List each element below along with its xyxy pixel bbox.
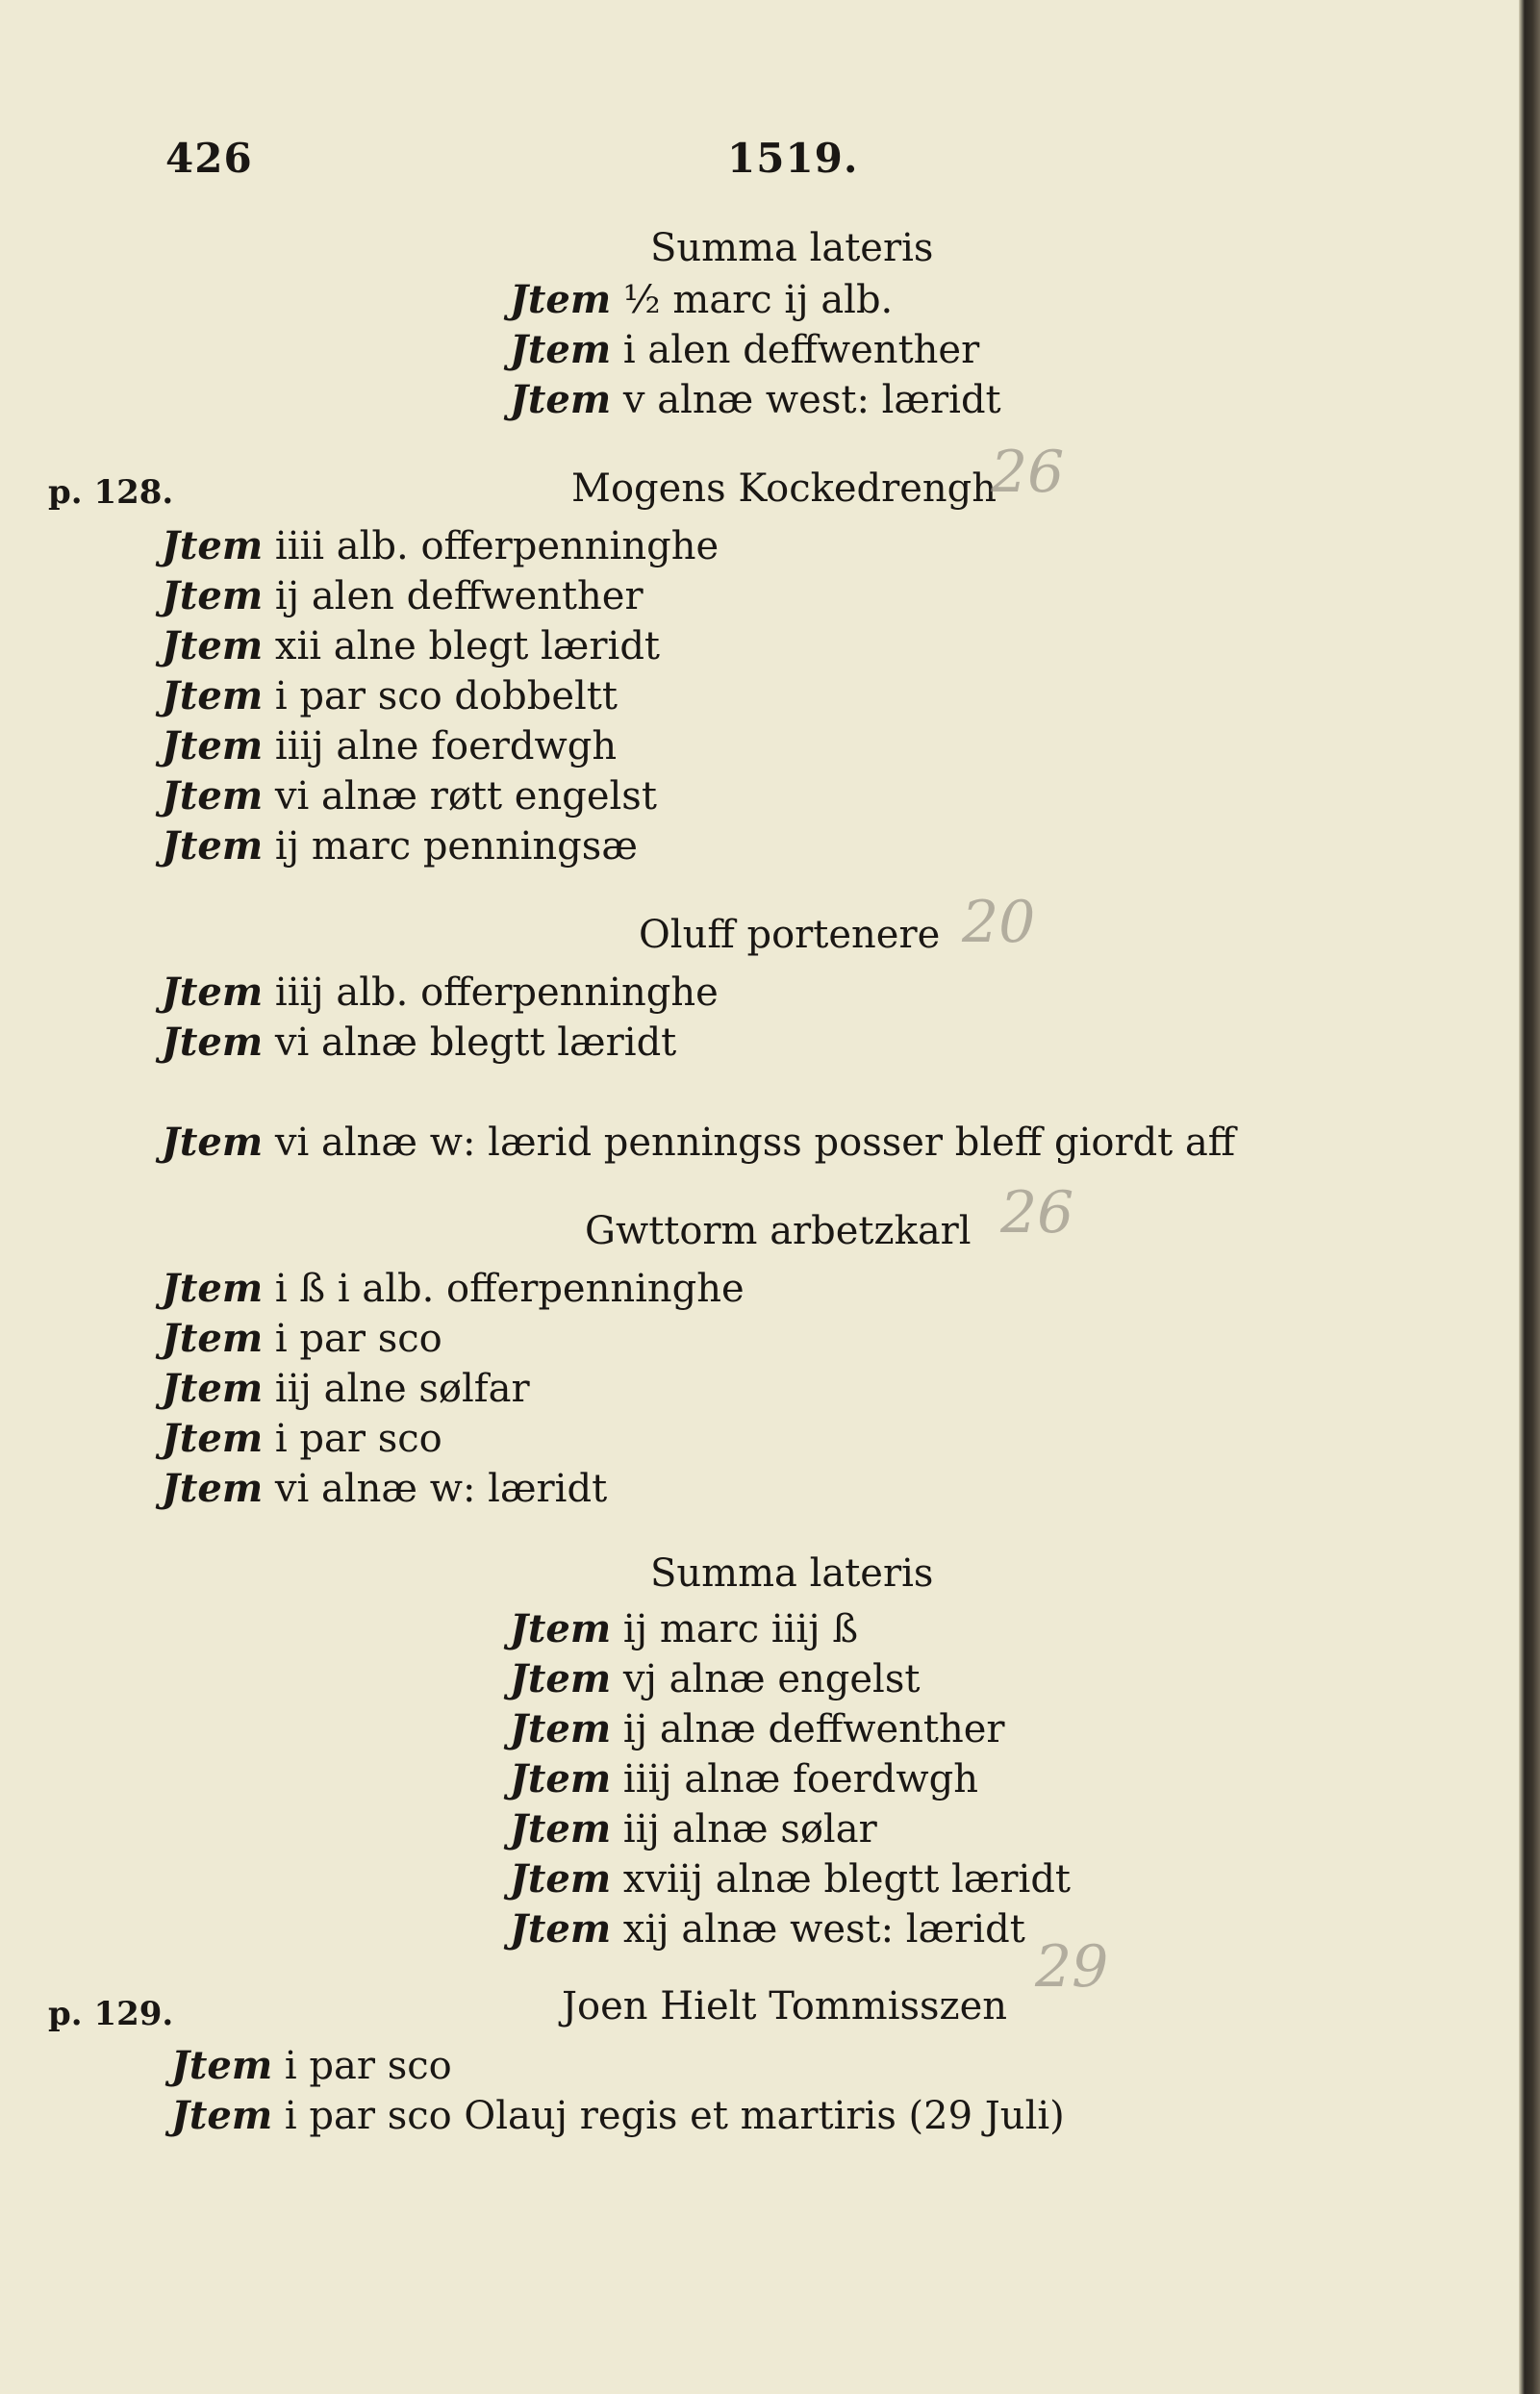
page-edge-shadow — [1519, 0, 1540, 2394]
entry-line: Jtem i alen deffwenther — [510, 327, 980, 372]
entry-line: Jtem iiij alnæ foerdwgh — [510, 1756, 979, 1802]
section-heading: Mogens Kockedrengh — [571, 466, 997, 511]
entry-line: Jtem vi alnæ w: lærid penningss posser bleff giordt aff — [162, 1120, 1236, 1165]
entry-line: Jtem i par sco dobbeltt — [162, 673, 618, 718]
entry-line: Jtem ij alen deffwenther — [162, 573, 644, 618]
section-heading: Joen Hielt Tommisszen — [562, 1984, 1008, 2029]
entry-line: Jtem iij alne sølfar — [162, 1366, 530, 1411]
entry-line: Jtem ij marc iiij ß — [510, 1606, 859, 1651]
entry-line: Jtem iiij alb. offerpenninghe — [162, 970, 719, 1015]
entry-line: Jtem i par sco — [162, 1316, 442, 1361]
page-number: 426 — [165, 135, 253, 182]
section-heading: Oluff portenere — [639, 913, 941, 957]
entry-line: Jtem xii alne blegt læridt — [162, 623, 660, 668]
entry-line: Jtem iij alnæ sølar — [510, 1806, 877, 1852]
section-heading: Summa lateris — [650, 1551, 934, 1596]
entry-line: Jtem ½ marc ij alb. — [510, 277, 894, 322]
pencil-annotation: 29 — [1035, 1933, 1109, 2001]
entry-line: Jtem i ß i alb. offerpenninghe — [162, 1266, 745, 1311]
entry-line: Jtem i par sco — [162, 1416, 442, 1461]
entry-line: Jtem vj alnæ engelst — [510, 1656, 921, 1701]
entry-line: Jtem v alnæ west: læridt — [510, 377, 1001, 422]
entry-line: Jtem i par sco — [171, 2043, 452, 2088]
margin-page-note: p. 129. — [48, 1995, 174, 2033]
entry-line: Jtem vi alnæ blegtt læridt — [162, 1020, 677, 1065]
pencil-annotation: 26 — [1000, 1179, 1074, 1247]
pencil-annotation: 26 — [991, 439, 1065, 506]
entry-line: Jtem vi alnæ w: læridt — [162, 1466, 608, 1511]
section-heading: Gwttorm arbetzkarl — [585, 1209, 972, 1253]
pencil-annotation: 20 — [962, 889, 1036, 956]
entry-line: Jtem vi alnæ røtt engelst — [162, 773, 657, 819]
section-heading: Summa lateris — [650, 226, 934, 270]
entry-line: Jtem xij alnæ west: læridt — [510, 1906, 1025, 1952]
entry-line: Jtem ij alnæ deffwenther — [510, 1706, 1005, 1751]
margin-page-note: p. 128. — [48, 473, 174, 512]
running-header-year: 1519. — [727, 135, 859, 182]
entry-line: Jtem iiij alne foerdwgh — [162, 723, 618, 769]
entry-line: Jtem xviij alnæ blegtt læridt — [510, 1856, 1071, 1902]
entry-line: Jtem i par sco Olauj regis et martiris (29 Juli) — [171, 2093, 1065, 2138]
entry-line: Jtem ij marc penningsæ — [162, 823, 638, 869]
entry-line: Jtem iiii alb. offerpenninghe — [162, 523, 720, 568]
